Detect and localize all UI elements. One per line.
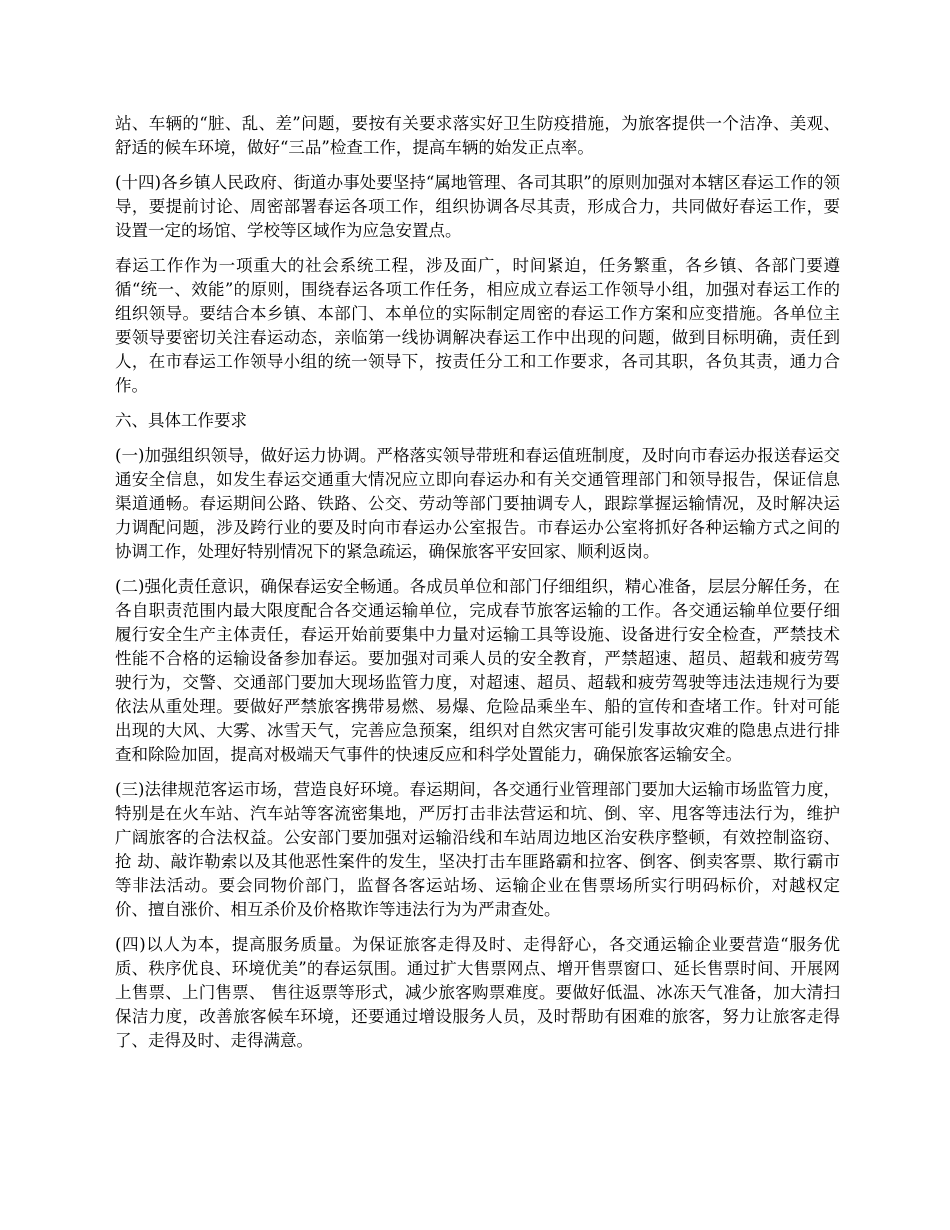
paragraph-requirement-3: (三)法律规范客运市场，营造良好环境。春运期间，各交通行业管理部门要加大运输市场监管力度，特别是在火车站、汽车站等客流密集地，严厉打击非法营运和坑、倒、宰、甩客等违法行为，维护广阔旅客的合法权益。公安部门要加强对运输沿线和车站周边地区治安秩序整顿，有效控制盗窃、抢 劫、敲诈勒索以及其他恶性案件的发生，坚决打击车匪路霸和拉客、倒客、倒卖客票、欺行霸市等非法活动。要会同物价部门，监督各客运站场、运输企业在售票场所实行明码标价，对越权定价、擅自涨价、相互杀价及价格欺诈等违法行为为严肃查处。 — [115, 780, 840, 919]
paragraph-hygiene: 站、车辆的“脏、乱、差”问题，要按有关要求落实好卫生防疫措施，为旅客提供一个洁净、美观、舒适的候车环境，做好“三品”检查工作，提高车辆的始发正点率。 — [115, 114, 840, 157]
paragraph-system-engineering: 春运工作作为一项重大的社会系统工程，涉及面广，时间紧迫，任务繁重，各乡镇、各部门要遵循“统一、效能”的原则，围绕春运各项工作任务，相应成立春运工作领导小组，加强对春运工作的组织领导。要结合本乡镇、本部门、本单位的实际制定周密的春运工作方案和应变措施。各单位主要领导要密切关注春运动态，亲临第一线协调解决春运工作中出现的问题，做到目标明确，责任到人，在市春运工作领导小组的统一领导下，按责任分工和工作要求，各司其职，各负其责，通力合作。 — [115, 256, 840, 395]
document-page — [115, 112, 840, 1064]
section-heading-6: 六、具体工作要求 — [115, 411, 247, 430]
paragraph-requirement-2: (二)强化责任意识，确保春运安全畅通。各成员单位和部门仔细组织，精心准备，层层分解任务，在各自职责范围内最大限度配合各交通运输单位，完成春节旅客运输的工作。各交通运输单位要仔细履行安全生产主体责任，春运开始前要集中力量对运输工具等设施、设备进行安全检查，严禁技术性能不合格的运输设备参加春运。要加强对司乘人员的安全教育，严禁超速、超员、超载和疲劳驾驶行为，交警、交通部门要加大现场监管力度，对超速、超员、超载和疲劳驾驶等违法违规行为要依法从重处理。要做好严禁旅客携带易燃、易爆、危险品乘坐车、船的宣传和查堵工作。针对可能出现的大风、大雾、冰雪天气，完善应急预案，组织对自然灾害可能引发事故灾难的隐患点进行排查和除险加固，提高对极端天气事件的快速反应和科学处置能力，确保旅客运输安全。 — [115, 577, 840, 764]
paragraph-requirement-4: (四)以人为本，提高服务质量。为保证旅客走得及时、走得舒心，各交通运输企业要营造“服务优质、秩序优良、环境优美”的春运氛围。通过扩大售票网点、增开售票窗口、延长售票时间、开展网上售票、上门售票、 售往返票等形式，减少旅客购票难度。要做好低温、冰冻天气准备，加大清扫保洁力度，改善旅客候车环境，还要通过增设服务人员，及时帮助有困难的旅客，努力让旅客走得了、走得及时、走得满意。 — [115, 935, 840, 1050]
paragraph-requirement-1: (一)加强组织领导，做好运力协调。严格落实领导带班和春运值班制度，及时向市春运办报送春运交通安全信息，如发生春运交通重大情况应立即向春运办和有关交通管理部门和领导报告，保证信息渠道通畅。春运期间公路、铁路、公交、劳动等部门要抽调专人，跟踪掌握运输情况，及时解决运力调配问题，涉及跨行业的要及时向市春运办公室报告。市春运办公室将抓好各种运输方式之间的协调工作，处理好特别情况下的紧急疏运，确保旅客平安回家、顺利返岗。 — [115, 446, 840, 561]
paragraph-item-14: (十四)各乡镇人民政府、街道办事处要坚持“属地管理、各司其职”的原则加强对本辖区春运工作的领导，要提前讨论、周密部署春运各项工作，组织协调各尽其责，形成合力，共同做好春运工作，要设置一定的场馆、学校等区域作为应急安置点。 — [115, 173, 840, 240]
